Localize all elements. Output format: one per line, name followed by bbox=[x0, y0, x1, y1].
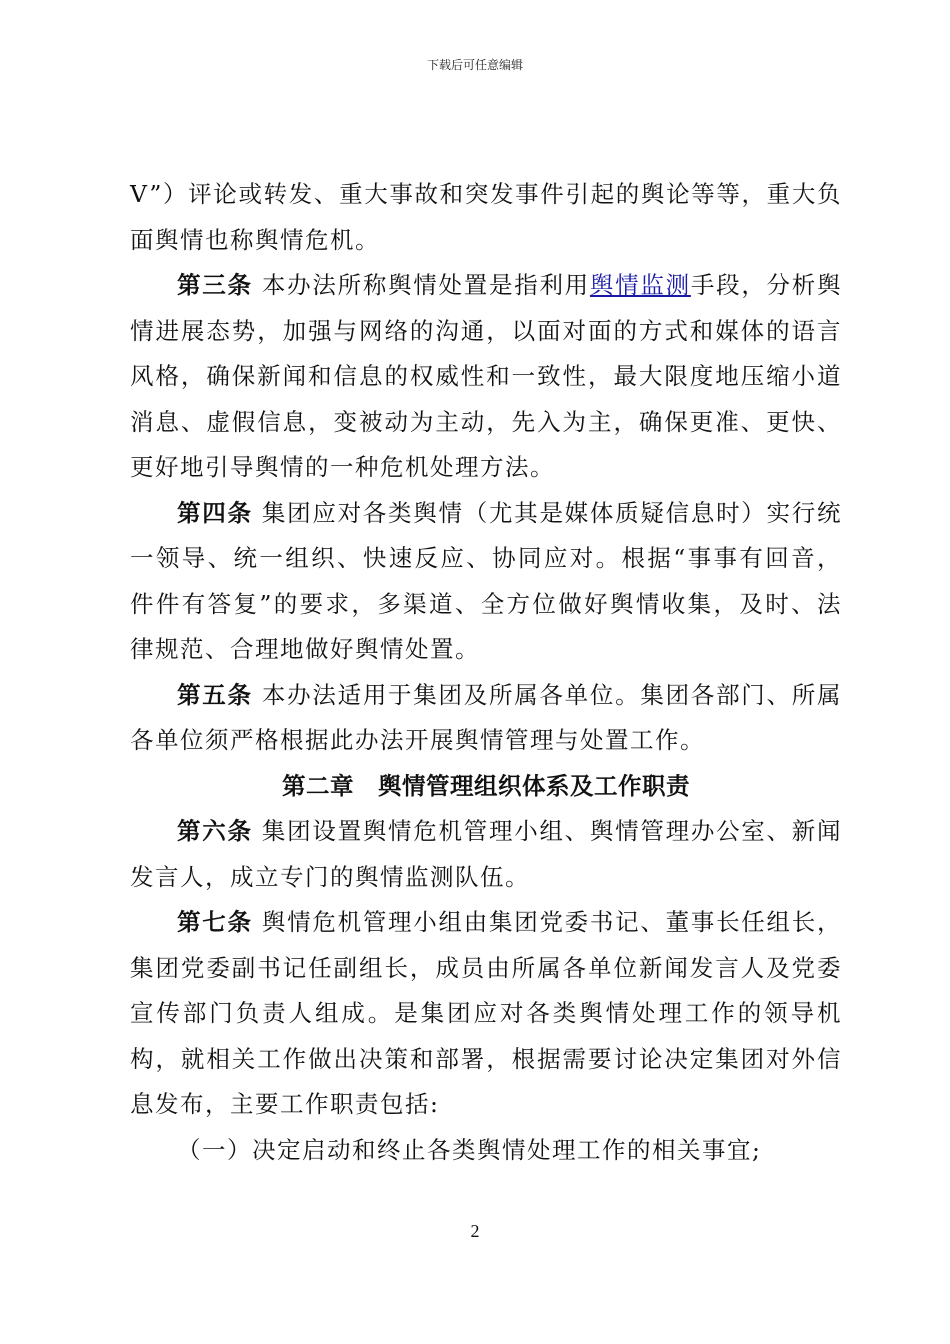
article-4-title: 第四条 bbox=[177, 498, 253, 527]
article-7 bbox=[130, 900, 842, 1128]
article-5-title: 第五条 bbox=[177, 680, 253, 709]
article-4 bbox=[130, 491, 842, 673]
article-3-text-pre: 本办法所称舆情处置是指利用 bbox=[252, 271, 590, 299]
article-4-text: 集团应对各类舆情（尤其是媒体质疑信息时）实行统一领导、统一组织、快速反应、协同应对。根据“事事有回音，件件有答复”的要求，多渠道、全方位做好舆情收集，及时、法律规范、合理地做好舆情处置。 bbox=[130, 498, 842, 663]
article-3 bbox=[130, 263, 842, 491]
paragraph-continuation: V”）评论或转发、重大事故和突发事件引起的舆论等等，重大负面舆情也称舆情危机。 bbox=[130, 180, 842, 254]
article-5-text: 本办法适用于集团及所属各单位。集团各部门、所属各单位须严格根据此办法开展舆情管理与处置工作。 bbox=[130, 680, 842, 754]
article-7-title: 第七条 bbox=[177, 908, 253, 936]
article-7-text: 舆情危机管理小组由集团党委书记、董事长任组长，集团党委副书记任副组长，成员由所属各单位新闻发言人及党委宣传部门负责人组成。是集团应对各类舆情处理工作的领导机构，就相关工作做出决策和部署，根据需要讨论决定集团对外信息发布，主要工作职责包括: bbox=[130, 908, 842, 1118]
page-number: 2 bbox=[470, 1221, 480, 1241]
chapter-heading: 第二章 舆情管理组织体系及工作职责 bbox=[282, 771, 690, 800]
document-body bbox=[130, 172, 842, 1173]
article-5 bbox=[130, 673, 842, 764]
article-6 bbox=[130, 809, 842, 900]
list-item-1: （一）决定启动和终止各类舆情处理工作的相关事宜; bbox=[177, 1135, 762, 1164]
page-header: 下载后可任意编辑 bbox=[426, 58, 523, 72]
article-6-text: 集团设置舆情危机管理小组、舆情管理办公室、新闻发言人，成立专门的舆情监测队伍。 bbox=[130, 817, 842, 891]
article-3-title: 第三条 bbox=[177, 271, 253, 299]
article-3-text-post: 手段，分析舆情进展态势，加强与网络的沟通，以面对面的方式和媒体的语言风格，确保新闻和信息的权威性和一致性，最大限度地压缩小道消息、虚假信息，变被动为主动，先入为主，确保更准、更快、更好地引导舆情的一种危机处理方法。 bbox=[130, 271, 843, 481]
sentiment-monitoring-link[interactable]: 舆情监测 bbox=[589, 271, 691, 299]
article-6-title: 第六条 bbox=[177, 817, 253, 845]
